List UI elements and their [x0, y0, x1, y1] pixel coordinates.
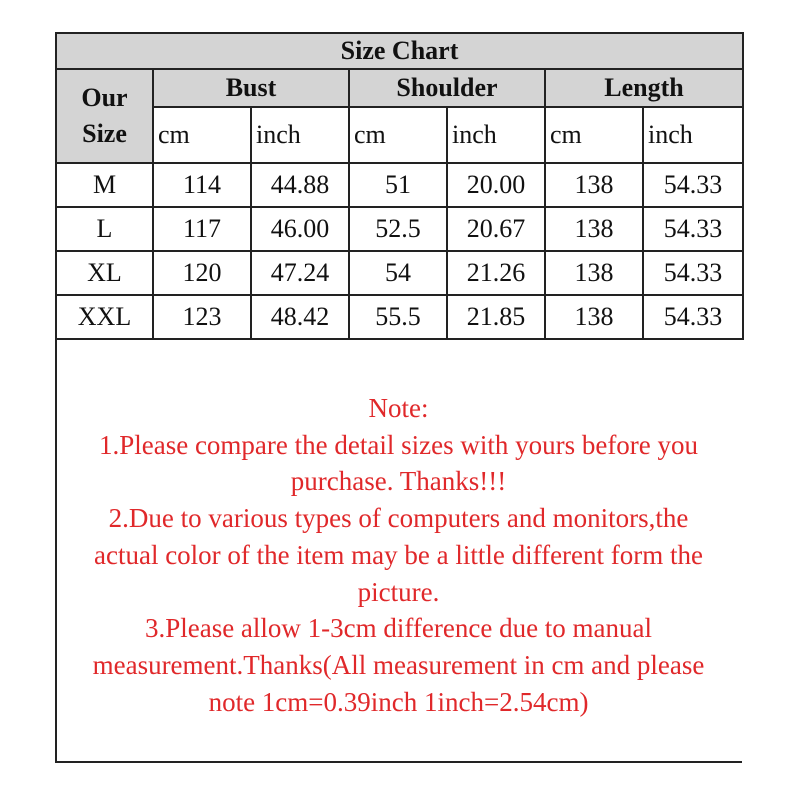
unit-header: inch: [251, 107, 349, 163]
bust-header: Bust: [153, 69, 349, 107]
note-line: picture.: [357, 576, 440, 607]
shoulder-header: Shoulder: [349, 69, 545, 107]
length-header: Length: [545, 69, 743, 107]
value-cell: 117: [153, 207, 251, 251]
value-cell: 21.85: [447, 295, 545, 339]
value-cell: 54.33: [643, 207, 743, 251]
unit-header: cm: [545, 107, 643, 163]
value-cell: 54.33: [643, 251, 743, 295]
note-line: 1.Please compare the detail sizes with yours before you: [98, 429, 699, 460]
value-cell: 55.5: [349, 295, 447, 339]
value-cell: 54.33: [643, 295, 743, 339]
unit-header-row: [56, 107, 743, 163]
unit-header: inch: [643, 107, 743, 163]
size-chart-table: [55, 32, 744, 340]
table-title: Size Chart: [56, 33, 743, 69]
table-row: [56, 207, 743, 251]
unit-header: inch: [447, 107, 545, 163]
value-cell: 20.67: [447, 207, 545, 251]
unit-header: cm: [153, 107, 251, 163]
value-cell: 138: [545, 207, 643, 251]
size-cell: L: [56, 207, 153, 251]
value-cell: 114: [153, 163, 251, 207]
note-line: measurement.Thanks(All measurement in cm and please: [92, 649, 705, 680]
value-cell: 120: [153, 251, 251, 295]
value-cell: 138: [545, 295, 643, 339]
size-cell: XL: [56, 251, 153, 295]
value-cell: 48.42: [251, 295, 349, 339]
size-cell: XXL: [56, 295, 153, 339]
note-line: note 1cm=0.39inch 1inch=2.54cm): [208, 686, 589, 717]
value-cell: 44.88: [251, 163, 349, 207]
value-cell: 52.5: [349, 207, 447, 251]
unit-header: cm: [349, 107, 447, 163]
note-line: 3.Please allow 1-3cm difference due to manual: [144, 613, 653, 644]
value-cell: 138: [545, 163, 643, 207]
note-line: actual color of the item may be a little different form the: [93, 539, 704, 570]
size-header-line2: Size: [82, 119, 127, 148]
note-heading: Note:: [368, 393, 429, 423]
note-line: 2.Due to various types of computers and monitors,the: [108, 503, 689, 534]
table-row: [56, 251, 743, 295]
notes-block: [57, 390, 740, 720]
value-cell: 21.26: [447, 251, 545, 295]
size-header-line1: Our: [81, 83, 128, 112]
size-column-header: [56, 69, 153, 163]
group-header-row: [56, 69, 743, 107]
table-row: [56, 163, 743, 207]
table-row: [56, 295, 743, 339]
value-cell: 138: [545, 251, 643, 295]
value-cell: 51: [349, 163, 447, 207]
value-cell: 20.00: [447, 163, 545, 207]
size-cell: M: [56, 163, 153, 207]
value-cell: 123: [153, 295, 251, 339]
value-cell: 54: [349, 251, 447, 295]
value-cell: 46.00: [251, 207, 349, 251]
note-line: purchase. Thanks!!!: [290, 466, 507, 497]
value-cell: 54.33: [643, 163, 743, 207]
table-title-row: [56, 33, 743, 69]
value-cell: 47.24: [251, 251, 349, 295]
